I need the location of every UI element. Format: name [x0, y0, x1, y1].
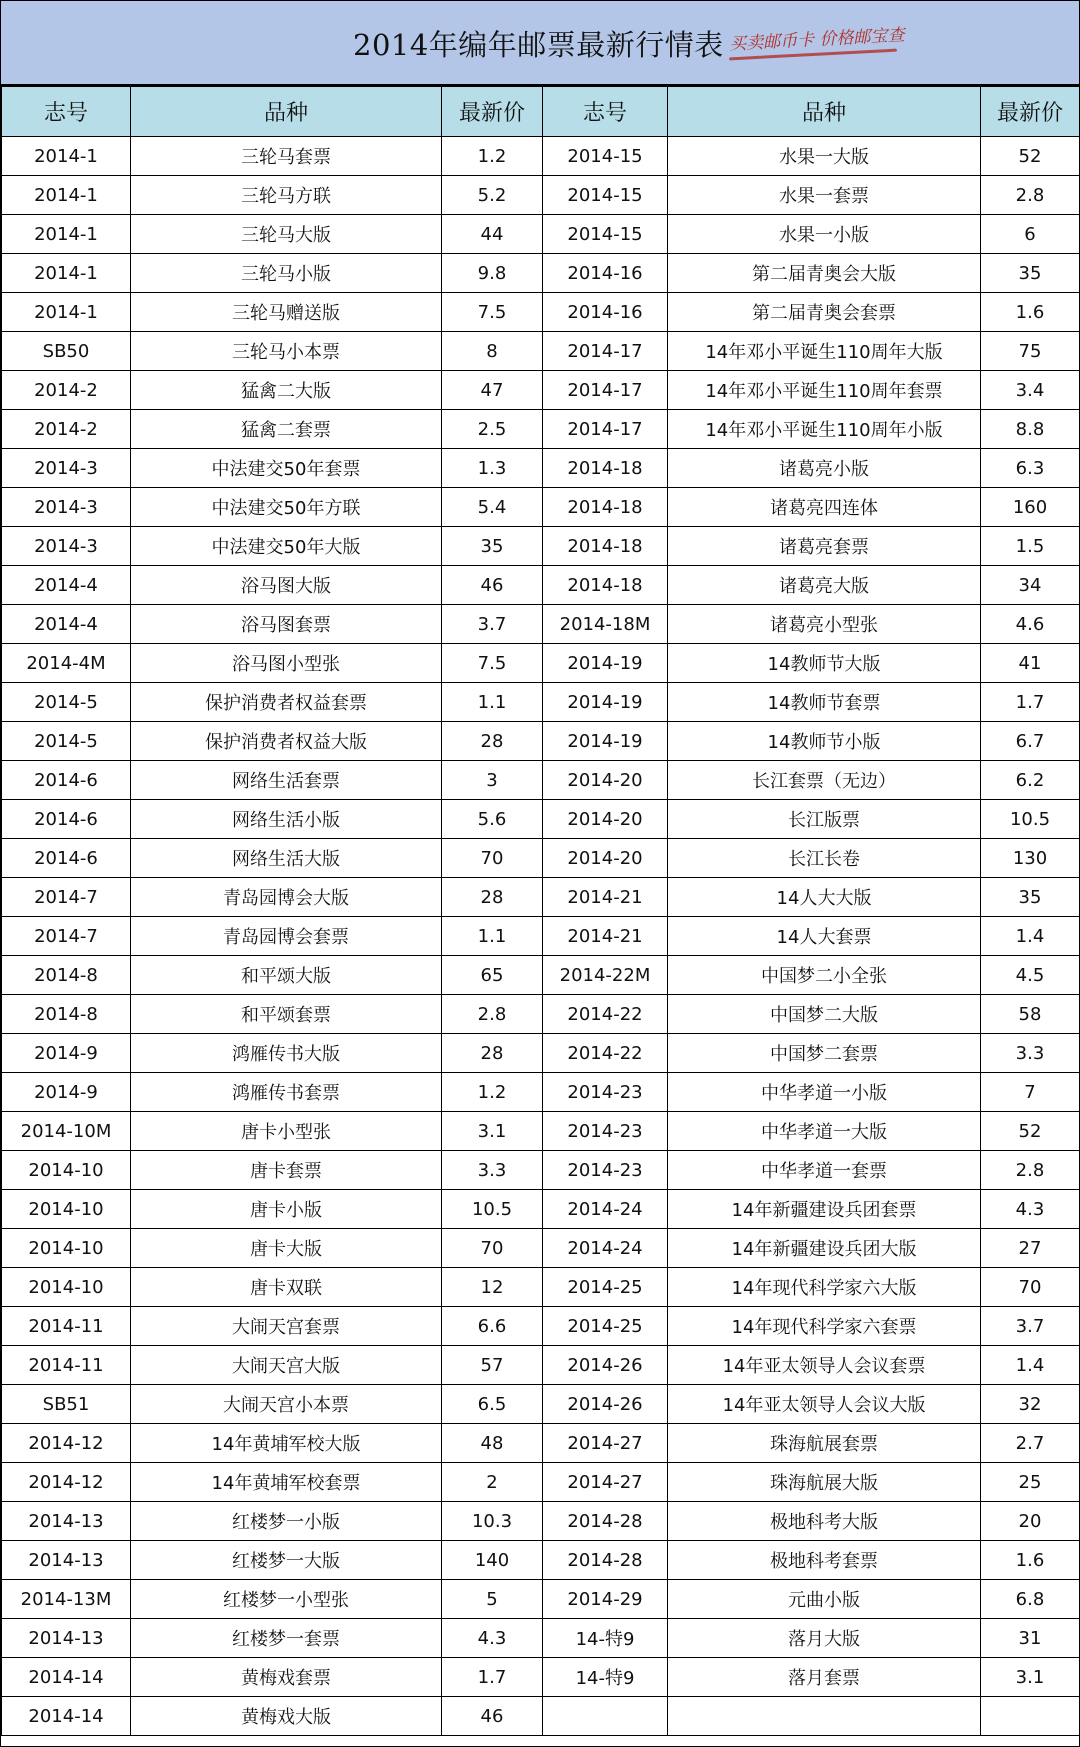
cell-code-right: 2014-15 — [543, 176, 668, 215]
cell-variety-left: 三轮马赠送版 — [131, 293, 442, 332]
cell-price-left: 7.5 — [442, 644, 543, 683]
cell-variety-left: 中法建交50年大版 — [131, 527, 442, 566]
table-row — [2, 839, 1080, 878]
cell-code-left: 2014-1 — [2, 215, 131, 254]
cell-code-right: 2014-16 — [543, 254, 668, 293]
cell-variety-left: 黄梅戏大版 — [131, 1697, 442, 1736]
header-variety-right: 品种 — [668, 87, 981, 137]
table-row — [2, 683, 1080, 722]
cell-code-left: 2014-14 — [2, 1658, 131, 1697]
cell-code-right: 14-特9 — [543, 1658, 668, 1697]
cell-code-right: 2014-20 — [543, 839, 668, 878]
table-row — [2, 800, 1080, 839]
cell-variety-left: 红楼梦一小版 — [131, 1502, 442, 1541]
cell-code-right: 2014-25 — [543, 1268, 668, 1307]
table-row — [2, 1346, 1080, 1385]
cell-variety-left: 唐卡双联 — [131, 1268, 442, 1307]
table-row — [2, 1268, 1080, 1307]
cell-variety-right: 珠海航展大版 — [668, 1463, 981, 1502]
cell-price-right: 25 — [981, 1463, 1080, 1502]
table-row — [2, 215, 1080, 254]
table-row — [2, 254, 1080, 293]
cell-code-left: 2014-10 — [2, 1268, 131, 1307]
cell-price-left: 5.2 — [442, 176, 543, 215]
cell-variety-right: 诸葛亮小型张 — [668, 605, 981, 644]
cell-code-left: 2014-7 — [2, 917, 131, 956]
cell-variety-right: 14人大大版 — [668, 878, 981, 917]
cell-code-right: 2014-26 — [543, 1346, 668, 1385]
table-row — [2, 605, 1080, 644]
cell-code-right: 2014-18 — [543, 527, 668, 566]
cell-price-right: 32 — [981, 1385, 1080, 1424]
cell-price-right: 6 — [981, 215, 1080, 254]
cell-variety-right: 落月大版 — [668, 1619, 981, 1658]
table-row — [2, 371, 1080, 410]
cell-price-left: 3.3 — [442, 1151, 543, 1190]
cell-price-left: 48 — [442, 1424, 543, 1463]
cell-variety-right — [668, 1697, 981, 1736]
cell-code-right: 2014-15 — [543, 215, 668, 254]
cell-code-left: 2014-8 — [2, 956, 131, 995]
cell-variety-right: 长江长卷 — [668, 839, 981, 878]
cell-price-left: 12 — [442, 1268, 543, 1307]
cell-price-right: 4.6 — [981, 605, 1080, 644]
cell-price-left: 4.3 — [442, 1619, 543, 1658]
table-row — [2, 1424, 1080, 1463]
table-row — [2, 1190, 1080, 1229]
cell-variety-right: 14教师节小版 — [668, 722, 981, 761]
table-row — [2, 1385, 1080, 1424]
table-row — [2, 1151, 1080, 1190]
header-code-left: 志号 — [2, 87, 131, 137]
cell-variety-left: 大闹天宫小本票 — [131, 1385, 442, 1424]
cell-price-left: 2 — [442, 1463, 543, 1502]
cell-price-left: 9.8 — [442, 254, 543, 293]
cell-price-left: 1.2 — [442, 137, 543, 176]
cell-code-left: 2014-7 — [2, 878, 131, 917]
cell-code-left: 2014-14 — [2, 1697, 131, 1736]
table-row — [2, 995, 1080, 1034]
cell-price-left: 1.2 — [442, 1073, 543, 1112]
table-row — [2, 488, 1080, 527]
cell-price-right: 8.8 — [981, 410, 1080, 449]
cell-price-left: 3.7 — [442, 605, 543, 644]
cell-price-left: 5.4 — [442, 488, 543, 527]
cell-code-right: 2014-17 — [543, 410, 668, 449]
cell-variety-left: 和平颂套票 — [131, 995, 442, 1034]
table-row — [2, 527, 1080, 566]
table-row — [2, 1580, 1080, 1619]
cell-price-left: 35 — [442, 527, 543, 566]
cell-variety-left: 三轮马小版 — [131, 254, 442, 293]
cell-code-left: 2014-1 — [2, 293, 131, 332]
cell-code-left: 2014-6 — [2, 839, 131, 878]
cell-variety-right: 中国梦二套票 — [668, 1034, 981, 1073]
cell-variety-left: 猛禽二套票 — [131, 410, 442, 449]
table-row — [2, 956, 1080, 995]
cell-code-right: 2014-23 — [543, 1073, 668, 1112]
cell-variety-right: 14年现代科学家六大版 — [668, 1268, 981, 1307]
cell-price-left: 10.5 — [442, 1190, 543, 1229]
cell-variety-right: 14年邓小平诞生110周年小版 — [668, 410, 981, 449]
cell-price-left: 7.5 — [442, 293, 543, 332]
cell-price-right: 4.5 — [981, 956, 1080, 995]
cell-code-left: 2014-12 — [2, 1424, 131, 1463]
cell-price-right: 1.4 — [981, 917, 1080, 956]
table-row — [2, 1541, 1080, 1580]
cell-code-right: 2014-17 — [543, 332, 668, 371]
cell-code-left: 2014-6 — [2, 800, 131, 839]
cell-code-left: 2014-9 — [2, 1034, 131, 1073]
cell-price-right: 3.1 — [981, 1658, 1080, 1697]
cell-price-left: 1.3 — [442, 449, 543, 488]
cell-variety-left: 三轮马方联 — [131, 176, 442, 215]
cell-code-right: 2014-24 — [543, 1190, 668, 1229]
cell-code-left: 2014-4M — [2, 644, 131, 683]
cell-variety-right: 珠海航展套票 — [668, 1424, 981, 1463]
table-row — [2, 332, 1080, 371]
cell-variety-left: 中法建交50年套票 — [131, 449, 442, 488]
cell-variety-left: 青岛园博会套票 — [131, 917, 442, 956]
cell-price-right: 2.8 — [981, 1151, 1080, 1190]
cell-price-right: 1.7 — [981, 683, 1080, 722]
cell-code-right: 2014-16 — [543, 293, 668, 332]
cell-price-right: 160 — [981, 488, 1080, 527]
cell-variety-right: 元曲小版 — [668, 1580, 981, 1619]
cell-price-right: 1.5 — [981, 527, 1080, 566]
cell-variety-left: 大闹天宫套票 — [131, 1307, 442, 1346]
cell-price-right: 3.7 — [981, 1307, 1080, 1346]
cell-price-right: 7 — [981, 1073, 1080, 1112]
cell-code-right: 2014-23 — [543, 1112, 668, 1151]
cell-price-left: 46 — [442, 1697, 543, 1736]
cell-code-left: 2014-11 — [2, 1307, 131, 1346]
cell-variety-right: 中华孝道一套票 — [668, 1151, 981, 1190]
cell-price-right: 1.6 — [981, 1541, 1080, 1580]
cell-code-left: 2014-3 — [2, 488, 131, 527]
cell-variety-right: 长江版票 — [668, 800, 981, 839]
table-row — [2, 761, 1080, 800]
cell-price-left: 1.7 — [442, 1658, 543, 1697]
cell-price-right: 3.3 — [981, 1034, 1080, 1073]
table-row — [2, 449, 1080, 488]
cell-variety-right: 14人大套票 — [668, 917, 981, 956]
cell-variety-right: 中国梦二小全张 — [668, 956, 981, 995]
cell-price-right: 70 — [981, 1268, 1080, 1307]
cell-price-right: 58 — [981, 995, 1080, 1034]
cell-variety-left: 大闹天宫大版 — [131, 1346, 442, 1385]
table-row — [2, 410, 1080, 449]
cell-variety-right: 极地科考套票 — [668, 1541, 981, 1580]
cell-code-right: 2014-17 — [543, 371, 668, 410]
cell-variety-right: 第二届青奥会大版 — [668, 254, 981, 293]
cell-price-left: 57 — [442, 1346, 543, 1385]
cell-code-left: 2014-4 — [2, 566, 131, 605]
cell-price-left: 8 — [442, 332, 543, 371]
cell-variety-left: 网络生活套票 — [131, 761, 442, 800]
cell-code-right: 2014-20 — [543, 761, 668, 800]
cell-price-right: 2.8 — [981, 176, 1080, 215]
cell-code-right: 2014-25 — [543, 1307, 668, 1346]
cell-price-right: 75 — [981, 332, 1080, 371]
cell-price-left: 2.8 — [442, 995, 543, 1034]
cell-variety-left: 红楼梦一套票 — [131, 1619, 442, 1658]
cell-code-right: 2014-28 — [543, 1502, 668, 1541]
cell-code-right: 2014-18M — [543, 605, 668, 644]
cell-price-right: 2.7 — [981, 1424, 1080, 1463]
cell-variety-right: 诸葛亮小版 — [668, 449, 981, 488]
cell-code-left: 2014-13M — [2, 1580, 131, 1619]
cell-variety-right: 诸葛亮四连体 — [668, 488, 981, 527]
cell-code-right: 2014-20 — [543, 800, 668, 839]
cell-code-right: 2014-24 — [543, 1229, 668, 1268]
table-row — [2, 878, 1080, 917]
cell-price-right: 1.6 — [981, 293, 1080, 332]
cell-price-left: 28 — [442, 1034, 543, 1073]
cell-price-right: 31 — [981, 1619, 1080, 1658]
cell-variety-left: 青岛园博会大版 — [131, 878, 442, 917]
table-row — [2, 566, 1080, 605]
table-row — [2, 722, 1080, 761]
cell-variety-right: 落月套票 — [668, 1658, 981, 1697]
cell-code-right: 2014-22 — [543, 995, 668, 1034]
table-row — [2, 137, 1080, 176]
cell-variety-left: 黄梅戏套票 — [131, 1658, 442, 1697]
cell-variety-right: 中华孝道一大版 — [668, 1112, 981, 1151]
header-variety-left: 品种 — [131, 87, 442, 137]
cell-variety-left: 和平颂大版 — [131, 956, 442, 995]
cell-variety-left: 三轮马套票 — [131, 137, 442, 176]
cell-code-left: 2014-6 — [2, 761, 131, 800]
cell-price-right: 34 — [981, 566, 1080, 605]
cell-price-right: 20 — [981, 1502, 1080, 1541]
cell-price-right: 6.3 — [981, 449, 1080, 488]
cell-code-left: 2014-4 — [2, 605, 131, 644]
cell-variety-left: 14年黄埔军校套票 — [131, 1463, 442, 1502]
cell-price-left: 5 — [442, 1580, 543, 1619]
table-row — [2, 1619, 1080, 1658]
cell-variety-left: 网络生活大版 — [131, 839, 442, 878]
table-body — [2, 137, 1080, 1736]
cell-variety-left: 红楼梦一大版 — [131, 1541, 442, 1580]
cell-code-right: 2014-15 — [543, 137, 668, 176]
cell-code-right: 2014-21 — [543, 878, 668, 917]
cell-variety-left: 网络生活小版 — [131, 800, 442, 839]
header-price-right: 最新价 — [981, 87, 1080, 137]
cell-code-left: 2014-3 — [2, 449, 131, 488]
cell-code-right: 2014-28 — [543, 1541, 668, 1580]
cell-code-right: 2014-19 — [543, 644, 668, 683]
cell-variety-left: 唐卡大版 — [131, 1229, 442, 1268]
cell-variety-right: 水果一套票 — [668, 176, 981, 215]
cell-price-right: 6.7 — [981, 722, 1080, 761]
table-row — [2, 1229, 1080, 1268]
cell-code-right: 2014-21 — [543, 917, 668, 956]
cell-code-left: 2014-11 — [2, 1346, 131, 1385]
cell-variety-left: 红楼梦一小型张 — [131, 1580, 442, 1619]
cell-code-left: 2014-13 — [2, 1541, 131, 1580]
cell-variety-right: 14年现代科学家六套票 — [668, 1307, 981, 1346]
cell-variety-right: 14教师节套票 — [668, 683, 981, 722]
cell-code-left: 2014-12 — [2, 1463, 131, 1502]
cell-price-left: 28 — [442, 722, 543, 761]
cell-price-left: 46 — [442, 566, 543, 605]
cell-code-right: 2014-18 — [543, 488, 668, 527]
cell-code-right: 14-特9 — [543, 1619, 668, 1658]
table-row — [2, 917, 1080, 956]
cell-code-right: 2014-19 — [543, 683, 668, 722]
cell-code-right: 2014-22M — [543, 956, 668, 995]
cell-variety-left: 鸿雁传书大版 — [131, 1034, 442, 1073]
cell-price-left: 5.6 — [442, 800, 543, 839]
cell-code-right — [543, 1697, 668, 1736]
title-bar — [1, 1, 1079, 86]
cell-variety-left: 三轮马大版 — [131, 215, 442, 254]
cell-price-left: 10.3 — [442, 1502, 543, 1541]
cell-price-right: 27 — [981, 1229, 1080, 1268]
table-row — [2, 644, 1080, 683]
cell-price-left: 28 — [442, 878, 543, 917]
cell-code-left: SB51 — [2, 1385, 131, 1424]
cell-variety-left: 保护消费者权益套票 — [131, 683, 442, 722]
cell-variety-right: 14年新疆建设兵团大版 — [668, 1229, 981, 1268]
table-row — [2, 1034, 1080, 1073]
cell-variety-right: 诸葛亮套票 — [668, 527, 981, 566]
cell-variety-left: 三轮马小本票 — [131, 332, 442, 371]
header-code-right: 志号 — [543, 87, 668, 137]
cell-code-left: 2014-2 — [2, 410, 131, 449]
cell-variety-right: 14年亚太领导人会议大版 — [668, 1385, 981, 1424]
cell-code-left: 2014-2 — [2, 371, 131, 410]
cell-code-left: 2014-3 — [2, 527, 131, 566]
cell-code-right: 2014-18 — [543, 566, 668, 605]
cell-variety-left: 猛禽二大版 — [131, 371, 442, 410]
cell-variety-right: 14教师节大版 — [668, 644, 981, 683]
cell-code-right: 2014-27 — [543, 1424, 668, 1463]
cell-price-right: 6.8 — [981, 1580, 1080, 1619]
cell-variety-left: 唐卡小型张 — [131, 1112, 442, 1151]
cell-variety-left: 唐卡套票 — [131, 1151, 442, 1190]
cell-variety-left: 唐卡小版 — [131, 1190, 442, 1229]
cell-price-right: 52 — [981, 1112, 1080, 1151]
cell-price-right: 3.4 — [981, 371, 1080, 410]
cell-variety-right: 14年新疆建设兵团套票 — [668, 1190, 981, 1229]
page-title: 2014年编年邮票最新行情表 — [353, 28, 724, 62]
cell-price-left: 6.5 — [442, 1385, 543, 1424]
cell-code-left: 2014-5 — [2, 683, 131, 722]
table-row — [2, 1502, 1080, 1541]
cell-code-right: 2014-18 — [543, 449, 668, 488]
table-row — [2, 1112, 1080, 1151]
cell-variety-right: 中华孝道一小版 — [668, 1073, 981, 1112]
cell-variety-right: 水果一小版 — [668, 215, 981, 254]
cell-variety-left: 浴马图套票 — [131, 605, 442, 644]
cell-price-left: 44 — [442, 215, 543, 254]
table-row — [2, 1463, 1080, 1502]
cell-code-left: 2014-5 — [2, 722, 131, 761]
cell-variety-left: 浴马图小型张 — [131, 644, 442, 683]
cell-price-left: 6.6 — [442, 1307, 543, 1346]
cell-code-right: 2014-29 — [543, 1580, 668, 1619]
table-row — [2, 1307, 1080, 1346]
cell-code-left: 2014-10 — [2, 1229, 131, 1268]
cell-price-left: 1.1 — [442, 683, 543, 722]
cell-code-left: 2014-13 — [2, 1502, 131, 1541]
cell-price-right: 35 — [981, 878, 1080, 917]
cell-price-left: 3.1 — [442, 1112, 543, 1151]
cell-code-right: 2014-27 — [543, 1463, 668, 1502]
cell-variety-right: 长江套票（无边） — [668, 761, 981, 800]
header-row — [2, 87, 1080, 137]
cell-variety-right: 中国梦二大版 — [668, 995, 981, 1034]
cell-code-right: 2014-19 — [543, 722, 668, 761]
cell-price-left: 3 — [442, 761, 543, 800]
cell-price-right: 41 — [981, 644, 1080, 683]
cell-price-left: 65 — [442, 956, 543, 995]
cell-variety-left: 14年黄埔军校大版 — [131, 1424, 442, 1463]
cell-code-left: 2014-10M — [2, 1112, 131, 1151]
cell-price-left: 70 — [442, 839, 543, 878]
cell-code-left: SB50 — [2, 332, 131, 371]
cell-variety-left: 鸿雁传书套票 — [131, 1073, 442, 1112]
cell-price-right: 130 — [981, 839, 1080, 878]
cell-variety-right: 极地科考大版 — [668, 1502, 981, 1541]
header-price-left: 最新价 — [442, 87, 543, 137]
cell-price-right: 10.5 — [981, 800, 1080, 839]
cell-price-right: 52 — [981, 137, 1080, 176]
cell-price-left: 2.5 — [442, 410, 543, 449]
cell-variety-left: 保护消费者权益大版 — [131, 722, 442, 761]
cell-price-right: 35 — [981, 254, 1080, 293]
cell-variety-right: 水果一大版 — [668, 137, 981, 176]
cell-price-right: 1.4 — [981, 1346, 1080, 1385]
cell-variety-right: 诸葛亮大版 — [668, 566, 981, 605]
cell-code-right: 2014-26 — [543, 1385, 668, 1424]
cell-code-left: 2014-13 — [2, 1619, 131, 1658]
cell-price-left: 70 — [442, 1229, 543, 1268]
table-row — [2, 1697, 1080, 1736]
cell-variety-right: 第二届青奥会套票 — [668, 293, 981, 332]
table-row — [2, 1073, 1080, 1112]
cell-price-right: 4.3 — [981, 1190, 1080, 1229]
cell-price-right — [981, 1697, 1080, 1736]
cell-variety-left: 中法建交50年方联 — [131, 488, 442, 527]
cell-price-left: 47 — [442, 371, 543, 410]
cell-variety-right: 14年邓小平诞生110周年大版 — [668, 332, 981, 371]
table-row — [2, 1658, 1080, 1697]
cell-code-left: 2014-9 — [2, 1073, 131, 1112]
table-row — [2, 293, 1080, 332]
cell-code-left: 2014-10 — [2, 1190, 131, 1229]
cell-variety-right: 14年邓小平诞生110周年套票 — [668, 371, 981, 410]
cell-price-right: 6.2 — [981, 761, 1080, 800]
cell-code-right: 2014-23 — [543, 1151, 668, 1190]
cell-code-left: 2014-10 — [2, 1151, 131, 1190]
cell-price-left: 1.1 — [442, 917, 543, 956]
cell-code-right: 2014-22 — [543, 1034, 668, 1073]
watermark-signature: 买卖邮币卡 价格邮宝查 — [728, 25, 905, 55]
cell-variety-right: 14年亚太领导人会议套票 — [668, 1346, 981, 1385]
cell-price-left: 140 — [442, 1541, 543, 1580]
cell-code-left: 2014-1 — [2, 176, 131, 215]
price-table — [1, 86, 1080, 1736]
cell-code-left: 2014-1 — [2, 254, 131, 293]
cell-variety-left: 浴马图大版 — [131, 566, 442, 605]
cell-code-left: 2014-8 — [2, 995, 131, 1034]
cell-code-left: 2014-1 — [2, 137, 131, 176]
table-row — [2, 176, 1080, 215]
